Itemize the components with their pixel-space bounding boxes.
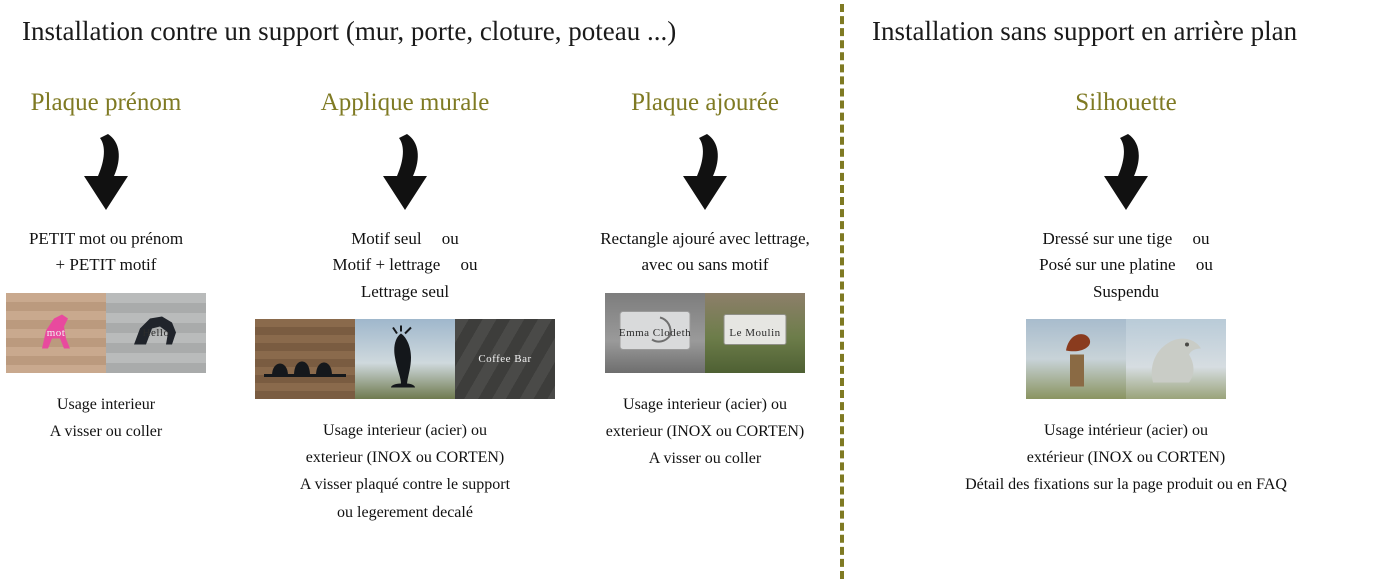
photo-caption: Coffee Bar — [478, 353, 532, 366]
desc-text: Posé sur une platine — [1039, 255, 1176, 275]
photos-plaque-ajouree — [580, 293, 830, 373]
footnote-line: Détail des fixations sur la page produit ou en FAQ — [965, 476, 1287, 494]
photo-silhouette-oiseau — [1126, 319, 1226, 399]
footnote-plaque-ajouree — [580, 391, 830, 473]
desc-or: ou — [1192, 229, 1210, 248]
birds-on-branch-icon — [262, 332, 348, 387]
desc-line: PETIT mot ou prénom — [28, 229, 184, 248]
column-silhouette — [940, 88, 1312, 499]
description-silhouette — [940, 226, 1312, 305]
curved-down-arrow-icon-1 — [0, 128, 212, 224]
photos-applique-murale — [255, 319, 555, 399]
photos-plaque-prenom — [0, 293, 212, 373]
curved-down-arrow-icon-4 — [940, 128, 1312, 224]
desc-line — [255, 252, 555, 278]
desc-line — [255, 226, 555, 252]
column-plaque-ajouree — [580, 88, 830, 472]
rooster-on-post-icon — [1054, 325, 1098, 394]
description-plaque-ajouree — [580, 226, 830, 279]
desc-text: Motif + lettrage — [332, 255, 441, 275]
bird-silhouette-icon — [1143, 325, 1209, 394]
footnote-line: exterieur (INOX ou CORTEN) — [305, 449, 505, 467]
photo-plaque-prenom-pink — [6, 293, 106, 373]
desc-line: Rectangle ajouré avec lettrage, — [600, 229, 810, 248]
desc-or: ou — [1195, 255, 1213, 275]
desc-or: ou — [441, 229, 459, 248]
curved-down-arrow-icon-3 — [580, 128, 830, 224]
footnote-line: Usage interieur (acier) ou — [323, 422, 487, 440]
curved-down-arrow-icon-2 — [255, 128, 555, 224]
photo-applique-oiseaux — [255, 319, 355, 399]
photo-caption: Hello — [142, 326, 170, 339]
photo-caption: Emma Clodeth — [618, 326, 692, 339]
footnote-line: A visser plaqué contre le support — [299, 476, 511, 494]
photo-plaque-ajouree-gris — [605, 293, 705, 373]
left-section-title: Installation contre un support (mur, porte, cloture, poteau ...) — [22, 16, 677, 46]
desc-text: Motif seul — [351, 229, 422, 248]
footnote-plaque-prenom — [0, 391, 212, 445]
column-applique-murale — [255, 88, 555, 526]
footnote-line: A visser ou coller — [648, 450, 762, 468]
vertical-dashed-divider — [840, 4, 844, 579]
desc-line: avec ou sans motif — [641, 255, 769, 275]
photo-caption: mot — [46, 326, 66, 339]
footnote-line: Usage interieur (acier) ou — [623, 395, 787, 413]
footnote-line: ou legerement decalé — [337, 503, 473, 521]
description-plaque-prenom — [0, 226, 212, 279]
desc-line: Suspendu — [1092, 281, 1160, 301]
column-heading-plaque-prenom: Plaque prénom — [30, 89, 182, 116]
footnote-line: exterieur (INOX ou CORTEN) — [605, 422, 805, 440]
footnote-line: Usage interieur — [56, 395, 156, 413]
desc-or: ou — [460, 255, 478, 275]
column-heading-plaque-ajouree: Plaque ajourée — [631, 89, 779, 116]
description-applique-murale — [255, 226, 555, 305]
photo-silhouette-coq-tige — [1026, 319, 1126, 399]
desc-line — [940, 252, 1312, 278]
photo-plaque-ajouree-jardin — [705, 293, 805, 373]
photo-applique-coffee-bar — [455, 319, 555, 399]
photo-caption: Le Moulin — [729, 326, 781, 339]
right-section-title: Installation sans support en arrière plan — [872, 16, 1298, 46]
desc-text: Dressé sur une tige — [1042, 229, 1173, 248]
column-heading-applique-murale: Applique murale — [320, 89, 490, 116]
desc-line: Lettrage seul — [360, 281, 450, 301]
footnote-line: Usage intérieur (acier) ou — [1044, 422, 1208, 440]
photo-plaque-prenom-hello — [106, 293, 206, 373]
footnote-line: extérieur (INOX ou CORTEN) — [1026, 449, 1226, 467]
column-heading-silhouette: Silhouette — [1075, 89, 1177, 116]
photo-applique-cerf — [355, 319, 455, 399]
desc-line: + PETIT motif — [55, 255, 157, 275]
footnote-applique-murale — [255, 417, 555, 526]
column-plaque-prenom — [0, 88, 212, 445]
footnote-silhouette — [940, 417, 1312, 499]
deer-icon — [383, 326, 427, 393]
photos-silhouette — [940, 319, 1312, 399]
footnote-line: A visser ou coller — [49, 422, 163, 440]
desc-line — [940, 226, 1312, 252]
